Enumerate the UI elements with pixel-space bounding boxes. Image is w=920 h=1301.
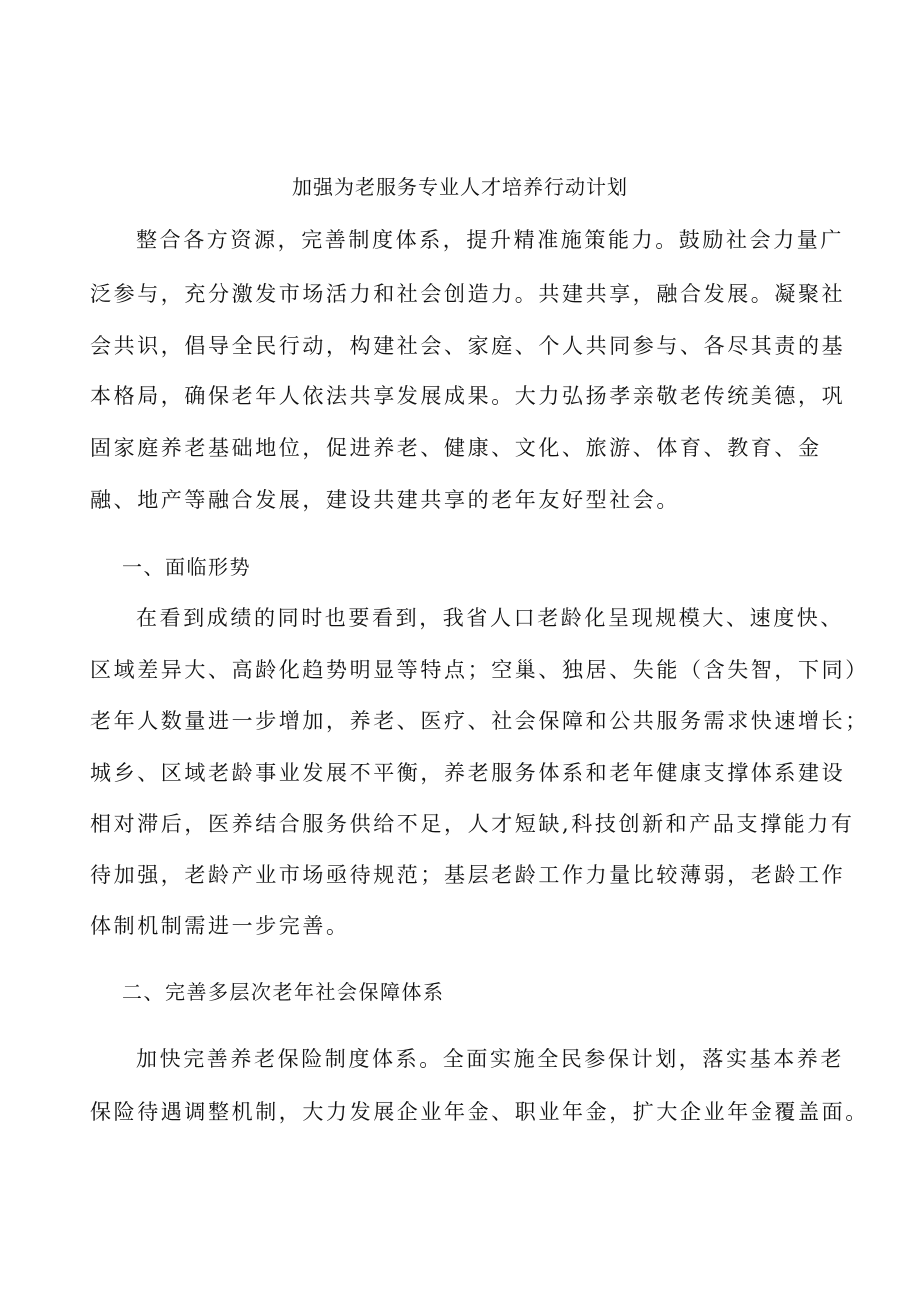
paragraph-line: 本格局，确保老年人依法共享发展成果。大力弘扬孝亲敬老传统美德，巩	[90, 384, 846, 408]
paragraph-line: 老年人数量进一步增加，养老、医疗、社会保障和公共服务需求快速增长；	[90, 709, 869, 733]
paragraph-line: 固家庭养老基础地位，促进养老、健康、文化、旅游、体育、教育、金	[90, 436, 822, 460]
section-heading: 一、面临形势	[122, 555, 251, 579]
paragraph-line: 加快完善养老保险制度体系。全面实施全民参保计划，落实基本养老	[136, 1047, 844, 1071]
paragraph-line: 城乡、区域老龄事业发展不平衡，养老服务体系和老年健康支撑体系建设	[90, 761, 846, 785]
paragraph-line: 会共识，倡导全民行动，构建社会、家庭、个人共同参与、各尽其责的基	[90, 334, 846, 358]
paragraph-line: 整合各方资源，完善制度体系，提升精准施策能力。鼓励社会力量广	[136, 228, 844, 252]
paragraph-line: 待加强，老龄产业市场亟待规范；基层老龄工作力量比较薄弱，老龄工作	[90, 863, 846, 887]
paragraph-line: 融、地产等融合发展，建设共建共享的老年友好型社会。	[90, 488, 680, 512]
document-title: 加强为老服务专业人才培养行动计划	[292, 175, 628, 199]
paragraph-line: 保险待遇调整机制，大力发展企业年金、职业年金，扩大企业年金覆盖面。	[90, 1100, 869, 1124]
paragraph-line: 在看到成绩的同时也要看到，我省人口老龄化呈现规模大、速度快、	[136, 606, 844, 630]
paragraph-line: 体制机制需进一步完善。	[90, 914, 350, 938]
paragraph-line: 泛参与，充分激发市场活力和社会创造力。共建共享，融合发展。凝聚社	[90, 282, 846, 306]
paragraph-line: 相对滞后，医养结合服务供给不足，人才短缺,科技创新和产品支撑能力有	[90, 812, 855, 836]
section-heading: 二、完善多层次老年社会保障体系	[122, 980, 445, 1004]
paragraph-line: 区域差异大、高龄化趋势明显等特点；空巢、独居、失能（含失智，下同）	[90, 658, 869, 682]
